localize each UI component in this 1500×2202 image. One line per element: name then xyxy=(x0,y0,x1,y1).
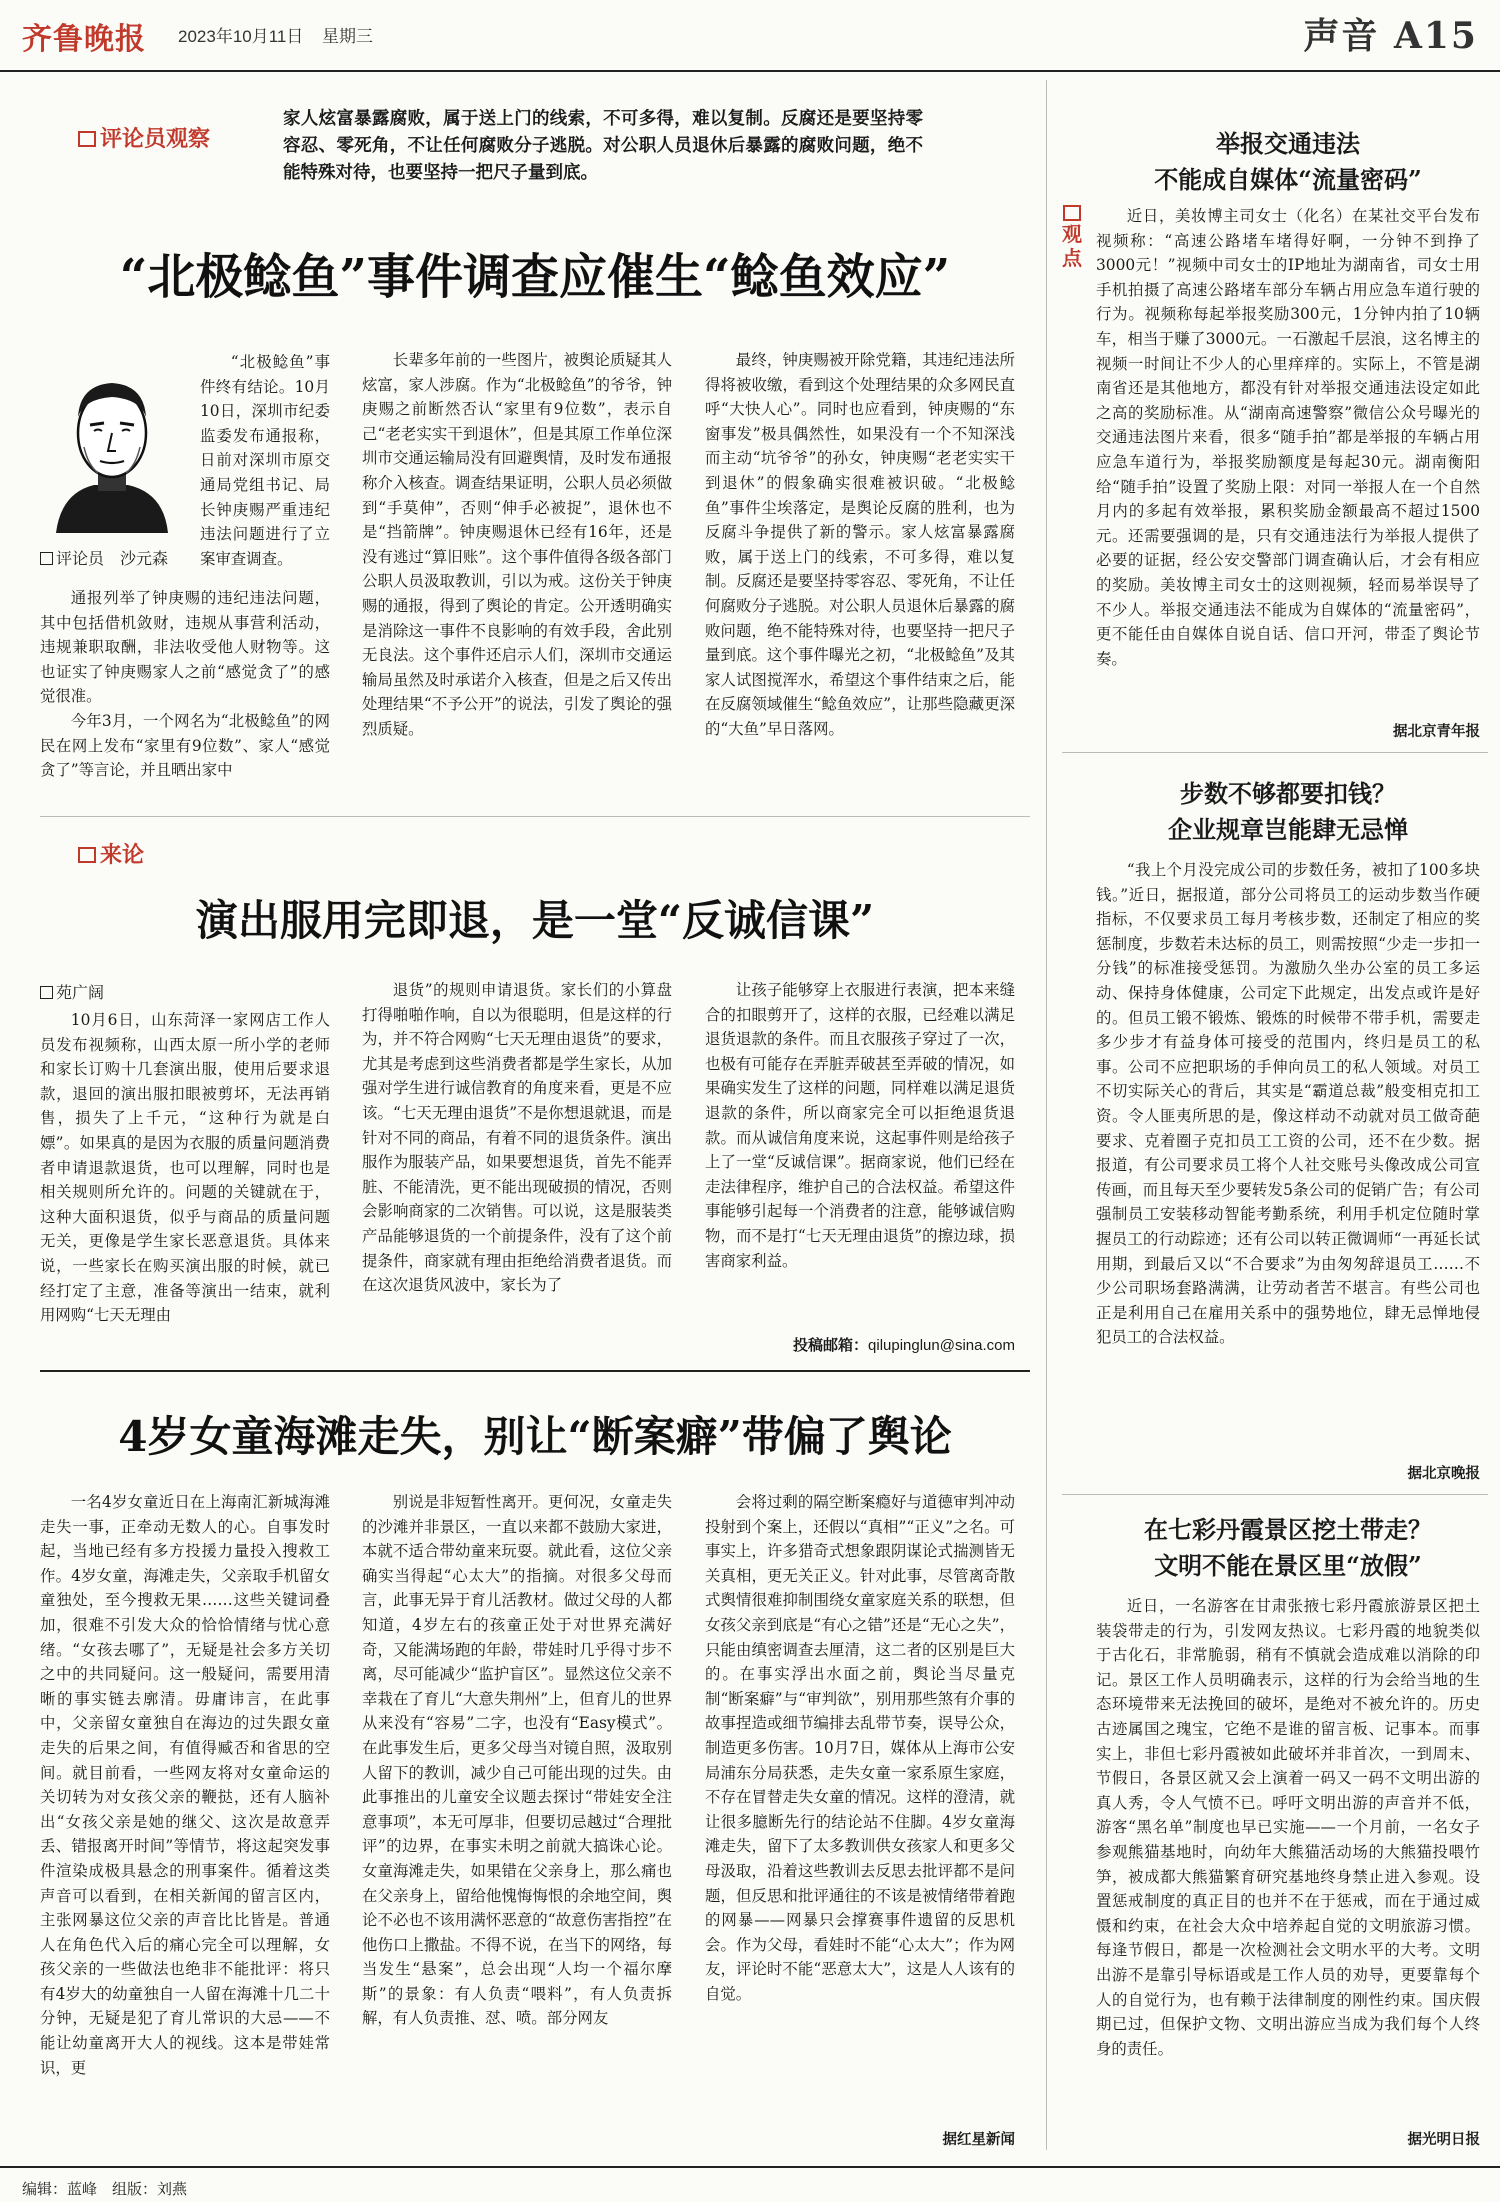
tag-box-icon xyxy=(78,847,96,863)
newspaper-logo: 齐鲁晚报 xyxy=(22,22,146,57)
editor-credit: 编辑：蓝峰 组版：刘燕 xyxy=(22,2181,188,2198)
sidebar2-source: 据北京晚报 xyxy=(1407,1465,1480,1482)
sidebar3-source: 据光明日报 xyxy=(1407,2131,1480,2148)
article3-col2: 别说是非短暂性离开。更何况，女童走失的沙滩并非景区，一直以来都不鼓励大家进，本就不适合带幼童来玩耍。就此看，这位父亲确实当得起“心太大”的指摘。对很多父母而言，此事无异于育儿活教材。做过父母的人都知道，4岁左右的孩童正处于对世界充满好奇，又能满场跑的年龄，带娃时几乎得寸步不离，尽可能减少“监护盲区”。显然这位父亲不幸栽在了育儿“大意失荆州”上，但育儿的世界从来没有“容易”二字，也没有“Easy模式”。在此事发生后，更多父母当对镜自照，汲取别人留下的教训，减少自己可能出现的过失。由此事推出的儿童安全议题去探讨“带娃安全注意事项”，本无可厚非，但要切忌越过“合理批评”的边界，在事实未明之前就大搞诛心论。女童海滩走失，如果错在父亲身上，那么痛也在父亲身上，留给他愧悔悔恨的余地空间，舆论不必也不该用满怀恶意的“故意伤害指控”在他伤口上撒盐。不得不说，在当下的网络，每当发生“悬案”，总会出现“人均一个福尔摩斯”的景象：有人负责“喂料”，有人负责拆解，有人负责推、怼、喷。部分网友 xyxy=(362,1493,672,2028)
author-portrait xyxy=(36,365,186,535)
section-page-label: 声音 A15 xyxy=(1303,15,1478,57)
article1-byline: 评论员 沙元森 xyxy=(40,546,168,569)
section-divider-dark xyxy=(40,1370,1030,1372)
sidebar-divider-1 xyxy=(1062,752,1488,753)
issue-date: 2023年10月11日 xyxy=(178,27,304,46)
issue-weekday: 星期三 xyxy=(322,27,373,46)
sidebar3-body: 近日，一名游客在甘肃张掖七彩丹霞旅游景区把土装袋带走的行为，引发网友热议。七彩丹霞的地貌类似于古化石，非常脆弱，稍有不慎就会造成难以消除的印记。景区工作人员明确表示，这样的行为会给当地的生态环境带来无法挽回的破坏，是绝对不被允许的。历史古迹属国之瑰宝，它绝不是谁的留言板、记事本。而事实上，非但七彩丹霞被如此破坏并非首次，一到周末、节假日，各景区就又会上演着一码又一码不文明出游的真人秀，令人气愤不已。呼吁文明出游的声音并不低，游客“黑名单”制度也早已实施——一个月前，一名女子参观熊猫基地时，向幼年大熊猫活动场的大熊猫投喂竹笋，被成都大熊猫繁育研究基地终身禁止进入参观。设置惩戒制度的真正目的也并不在于惩戒，而在于通过威慑和约束，在社会大众中培养起自觉的文明旅游习惯。每逢节假日，都是一次检测社会文明水平的大考。文明出游不是靠引导标语或是工作人员的劝导，更要靠每个人的自觉行为，也有赖于法律制度的刚性约束。国庆假期已过，但保护文物、文明出游应当成为我们每个人终身的责任。 xyxy=(1096,1597,1480,2058)
sidebar3-title: 在七彩丹霞景区挖土带走？ 文明不能在景区里“放假” xyxy=(1144,1515,1432,1580)
sidebar1-source: 据北京青年报 xyxy=(1393,723,1480,740)
byline-box-icon xyxy=(40,986,53,999)
article1-col3: 最终，钟庚赐被开除党籍，其违纪违法所得将被收缴，看到这个处理结果的众多网民直呼“大快人心”。同时也应看到，钟庚赐的“东窗事发”极具偶然性，如果没有一个不知深浅而主动“坑爷爷”的孙女，钟庚赐“老老实实干到退休”的假象确实很难被识破。“北极鲶鱼”事件尘埃落定，是舆论反腐的胜利，也为反腐斗争提供了新的警示。家人炫富暴露腐败，属于送上门的线索，不可多得，难以复制。反腐还是要坚持零容忍、零死角，不让任何腐败分子逃脱。对公职人员退休后暴露的腐败问题，绝不能特殊对待，也要坚持一把尺子量到底。这个事件曝光之初，“北极鲶鱼”及其家人试图搅浑水，希望这个事件结束之后，能在反腐领域催生“鲶鱼效应”，让那些隐藏更深的“大鱼”早日落网。 xyxy=(705,351,1015,738)
sidebar-divider-2 xyxy=(1062,1494,1488,1495)
sidebar-tag: 观点 xyxy=(1058,205,1086,271)
article1-col2: 长辈多年前的一些图片，被舆论质疑其人炫富，家人涉腐。作为“北极鲶鱼”的爷爷，钟庚赐之前断然否认“家里有9位数”，表示自己“老老实实干到退休”，但是其原工作单位深圳市交通运输局没有回避舆情，及时发布通报称介入核查。调查结果证明，公职人员必须做到“手莫伸”，否则“伸手必被捉”，退休也不是“挡箭牌”。钟庚赐退休已经有16年，还是没有逃过“算旧账”。这个事件值得各级各部门公职人员汲取教训，引以为戒。这份关于钟庚赐的通报，得到了舆论的肯定。公开透明确实是消除这一事件不良影响的有效手段，舍此别无良法。这个事件还启示人们，深圳市交通运输局虽然及时承诺介入核查，但是之后又传出处理结果“不予公开”的说法，引发了舆论的强烈质疑。 xyxy=(362,351,672,738)
portrait-sketch-icon xyxy=(36,365,186,535)
column-tag-2: 来论 xyxy=(78,838,144,869)
article2-col3: 让孩子能够穿上衣服进行表演，把本来缝合的扣眼剪开了，这样的衣服，已经难以满足退货退款的条件。而且衣服孩子穿过了一次，也极有可能存在弄脏弄破甚至弄破的情况，如果确实发生了这样的问题，同样难以满足退货退款的条件，所以商家完全可以拒绝退货退款。而从诚信角度来说，这起事件则是给孩子上了一堂“反诚信课”。据商家说，他们已经在走法律程序，维护自己的合法权益。希望这件事能够引起每一个消费者的注意，能够诚信购物，而不是打“七天无理由退货”的擦边球，损害商家利益。 xyxy=(705,981,1015,1270)
footer-rule xyxy=(0,2166,1500,2168)
sidebar1-body: 近日，美妆博主司女士（化名）在某社交平台发布视频称：“高速公路堵车堵得好啊，一分钟不到挣了3000元！”视频中司女士的IP地址为湖南省，司女士用手机拍摄了高速公路堵车部分车辆占用应急车道行驶的行为。视频称每起举报奖励300元，1分钟内拍了10辆车，相当于赚了3000元。一石激起千层浪，这名博主的视频一时间让不少人的心里痒痒的。实际上，不管是湖南省还是其他地方，都没有针对举报交通违法设定如此之高的奖励标准。从“湖南高速警察”微信公众号曝光的交通违法图片来看，很多“随手拍”都是举报的车辆占用应急车道行为，举报奖励额度是每起30元。湖南衡阳给“随手拍”设置了奖励上限：对同一举报人在一个自然月内的多起有效举报，累积奖励金额最高不超过1500元。还需要强调的是，只有交通违法行为举报人提供了必要的证据，经公安交警部门调查确认后，才会有相应的奖励。美妆博主司女士的这则视频，轻而易举误导了不少人。举报交通违法不能成为自媒体的“流量密码”，更不能任由自媒体自说自话、信口开河，带歪了舆论节奏。 xyxy=(1096,207,1480,668)
masthead xyxy=(0,0,1500,72)
article1-lede: 家人炫富暴露腐败，属于送上门的线索，不可多得，难以复制。反腐还是要坚持零容忍、零死角，不让任何腐败分子逃脱。对公职人员退休后暴露的腐败问题，绝不能特殊对待，也要坚持一把尺子量到底。 xyxy=(283,109,923,183)
sidebar-divider xyxy=(1046,80,1047,2150)
article2-byline: 苑广阔 xyxy=(40,980,104,1003)
article3-col1: 一名4岁女童近日在上海南汇新城海滩走失一事，正牵动无数人的心。自事发时起，当地已经有多方投援力量投入搜救工作。4岁女童，海滩走失，父亲取手机留女童独处，至今搜救无果……这些关键词叠加，很难不引发大众的恰恰情绪与忧心意绪。“女孩去哪了”，无疑是社会多方关切之中的共同疑问。这一般疑问，需要用清晰的事实链去廓清。毋庸讳言，在此事中，父亲留女童独自在海边的过失跟女童走失的后果之间，有值得臧否和省思的空间。就目前看，一些网友将对女童命运的关切转为对女孩父亲的鞭挞，还有人脑补出“女孩父亲是她的继父、这次是故意弄丢、错报离开时间”等情节，将这起突发事件渲染成极具悬念的刑事案件。循着这类声音可以看到，在相关新闻的留言区内，主张网暴这位父亲的声音比比皆是。普通人在角色代入后的痛心完全可以理解，女孩父亲的一些做法也绝非不能批评：将只有4岁大的幼童独自一人留在海滩十几二十分钟，无疑是犯了育儿常识的大忌——不能让幼童离开大人的视线。这本是带娃常识，更 xyxy=(40,1493,330,2077)
article2-col2: 退货”的规则申请退货。家长们的小算盘打得啪啪作响，自以为很聪明，但是这样的行为，并不符合网购“七天无理由退货”的要求，尤其是考虑到这些消费者都是学生家长，从加强对学生进行诚信教育的角度来看，更是不应该。“七天无理由退货”不是你想退就退，而是针对不同的商品，有着不同的退货条件。演出服作为服装产品，如果要想退货，首先不能弄脏、不能清洗，更不能出现破损的情况，否则会影响商家的二次销售。可以说，这是服装类产品能够退货的一个前提条件，没有了这个前提条件，商家就有理由拒绝给消费者退货。而在这次退货风波中，家长为了 xyxy=(362,981,672,1295)
sidebar2-title: 步数不够都要扣钱？ 企业规章岂能肆无忌惮 xyxy=(1168,779,1408,844)
sidebar1-title: 举报交通违法 不能成自媒体“流量密码” xyxy=(1154,129,1422,194)
byline-box-icon xyxy=(40,552,53,565)
sidebar2-body: “我上个月没完成公司的步数任务，被扣了100多块钱。”近日，据报道，部分公司将员工的运动步数当作硬指标，不仅要求员工每月考核步数，还制定了相应的奖惩制度，步数若未达标的员工，则需按照“少走一步扣一分钱”的标准接受惩罚。为激励久坐办公室的员工多运动、保持身体健康，公司定下此规定，出发点或许是好的。但员工锻不锻炼、锻炼的时候带不带手机，需要走多少步才有益身体可接受的范围内，终归是员工的私事。公司不应把职场的手伸向员工的私人领域。对员工不切实际关心的背后，其实是“霸道总裁”般变相克扣工资。令人匪夷所思的是，像这样动不动就对员工做奇葩要求、克着圈子克扣员工工资的公司，还不在少数。据报道，有公司要求员工将个人社交账号头像改成公司宣传画，而且每天至少要转发5条公司的促销广告；有公司强制员工安装移动智能考勤系统，利用手机定位随时掌握员工的行动踪迹；还有公司以转正微调师“一再延长试用期，到最后又以“不合要求”为由匆匆辞退员工……不少公司职场套路满满，让劳动者苦不堪言。有些公司也正是利用自己在雇用关系中的强势地位，肆无忌惮地侵犯员工的合法权益。 xyxy=(1096,861,1480,1347)
article1-col1-top: “北极鲶鱼”事件终有结论。10月10日，深圳市纪委监委发布通报称，日前对深圳市原交通局党组书记、局长钟庚赐严重违纪违法问题进行了立案审查调查。 xyxy=(200,353,330,568)
article3-col3: 会将过剩的隔空断案瘾好与道德审判冲动投射到个案上，还假以“真相”“正义”之名。可事实上，许多猎奇式想象跟阴谋论式揣测皆无关真相，更无关正义。针对此事，尽管离奇散式舆情很难抑制围绕女童家庭关系的联想，但女孩父亲到底是“有心之错”还是“无心之失”，只能由缜密调查去厘清，这二者的区别是巨大的。在事实浮出水面之前，舆论当尽量克制“断案癖”与“审判欲”，别用那些煞有介事的故事捏造或细节编排去乱带节奏，误导公众，制造更多伤害。10月7日，媒体从上海市公安局浦东分局获悉，走失女童一家系原生家庭，不存在冒替走失女童的情况。这样的澄清，就让很多臆断先行的结论站不住脚。4岁女童海滩走失，留下了太多教训供女孩家人和更多父母汲取，沿着这些教训去反思去批评都不是问题，但反思和批评通往的不该是被情绪带着跑的网暴——网暴只会撑赛事件遗留的反思机会。作为父母，看娃时不能“心太大”；作为网友，评论时不能“恶意太大”，这是人人该有的自觉。 xyxy=(705,1493,1015,2003)
article2-headline: 演出服用完即退，是一堂“反诚信课” xyxy=(195,896,875,945)
article2-col1: 10月6日，山东菏泽一家网店工作人员发布视频称，山西太原一所小学的老师和家长订购十几套演出服，使用后要求退款，退回的演出服扣眼被剪坏，无法再销售，损失了上千元，“这种行为就是白嫖”。如果真的是因为衣服的质量问题消费者申请退款退货，也可以理解，同时也是相关规则所允许的。问题的关键就在于，这种大面积退货，似乎与商品的质量问题无关，更像是学生家长恶意退货。具体来说，一些家长在购买演出服的时候，就已经打定了主意，准备等演出一结束，就利用网购“七天无理由 xyxy=(40,1011,330,1325)
section-divider xyxy=(40,816,1030,817)
tag-box-icon xyxy=(1063,205,1081,221)
article3-headline: 4岁女童海滩走失，别让“断案癖”带偏了舆论 xyxy=(118,1412,952,1461)
article1-headline: “北极鲶鱼”事件调查应催生“鲶鱼效应” xyxy=(119,249,951,305)
tag-box-icon xyxy=(78,131,96,147)
column-tag: 评论员观察 xyxy=(78,122,210,153)
submission-email: 投稿邮箱：qilupinglun@sina.com xyxy=(793,1336,1015,1354)
article1-col1-bottom: 通报列举了钟庚赐的违纪违法问题，其中包括借机敛财，违规从事营利活动，违规兼职取酬，非法收受他人财物等。这也证实了钟庚赐家人之前“感觉贪了”的感觉很准。 今年3月，一个网名为“北极鲶鱼”的网民在网上发布“家里有9位数”、家人“感觉贪了”等言论，并且晒出家中 xyxy=(40,589,330,780)
article3-source: 据红星新闻 xyxy=(942,2131,1015,2148)
